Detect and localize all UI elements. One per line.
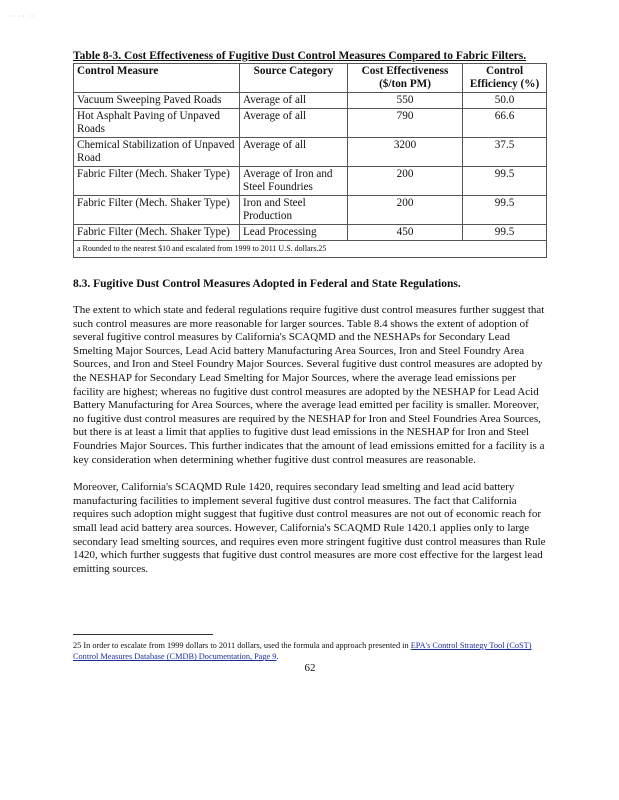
section-heading: 8.3. Fugitive Dust Control Measures Adopted in Federal and State Regulations. [73, 278, 461, 290]
table-row [74, 109, 547, 138]
header-control-efficiency: Control Efficiency (%) [463, 64, 547, 93]
cell-source-category: Average of all [239, 93, 347, 109]
cell-efficiency: 99.5 [463, 196, 547, 225]
cell-control-measure: Vacuum Sweeping Paved Roads [74, 93, 240, 109]
header-source-category: Source Category [239, 64, 347, 93]
table-row [74, 225, 547, 241]
footnote-text: 25 In order to escalate from 1999 dollars to 2011 dollars, used the formula and approach presented in [73, 641, 411, 651]
table-header-row [74, 64, 547, 93]
header-cost-effectiveness: Cost Effectiveness ($/ton PM) [347, 64, 462, 93]
cell-control-measure: Fabric Filter (Mech. Shaker Type) [74, 196, 240, 225]
cell-efficiency: 99.5 [463, 225, 547, 241]
document-page [73, 50, 547, 674]
paragraph-1: The extent to which state and federal regulations require fugitive dust control measures further suggest that such control measures are more reasonable for larger sources. Table 8.4 shows the extent of adoption of several fugitive control measures by California's SCAQMD and the NESHAPs for Secondary Lead Smelting Major Sources, Lead Acid battery Manufacturing Area Sources, Iron and Steel Foundry Area Sources, and Iron and Steel Foundry Major Sources. Several fugitive dust control measures are adopted by the NESHAP for Secondary Lead Smelting for Major Sources, where the average lead emissions per facility are highest; whereas no fugitive dust control measures are adopted by the NESHAP for Lead Acid Battery Manufacturing for Area Sources, where the average lead emitted per facility is smaller. Moreover, no fugitive dust control measures are required by the NESHAP for Iron and Steel Foundries Area Sources, but there is at least a limit that applies to fugitive dust lead emissions in the NESHAP for Iron and Steel Foundries Major Sources. This further indicates that the amount of lead emissions emitted for a facility is a key consideration when determining whether fugitive dust control measures are reasonable. [73, 304, 545, 466]
table-row [74, 138, 547, 167]
table-row [74, 93, 547, 109]
table-row [74, 167, 547, 196]
cell-cost: 200 [347, 196, 462, 225]
paragraph-2: Moreover, California's SCAQMD Rule 1420, requires secondary lead smelting and lead acid battery manufacturing facilities to implement several fugitive dust control measures. The fact that California requires such adoption might suggest that fugitive dust control measures are not out of economic reach for small lead acid battery area sources. However, California's SCAQMD Rule 1420.1 applies only to large secondary lead smelting sources, and requires even more stringent fugitive dust control measures than Rule 1420, which further suggests that fugitive dust control measures are more cost effective for the largest lead emitting sources. [73, 481, 546, 575]
cell-efficiency: 37.5 [463, 138, 547, 167]
cell-control-measure: Fabric Filter (Mech. Shaker Type) [74, 225, 240, 241]
cell-cost: 3200 [347, 138, 462, 167]
table-row [74, 196, 547, 225]
cell-control-measure: Chemical Stabilization of Unpaved Road [74, 138, 240, 167]
table-footnote-row [74, 241, 547, 258]
cell-efficiency: 50.0 [463, 93, 547, 109]
cell-source-category: Lead Processing [239, 225, 347, 241]
cell-control-measure: Fabric Filter (Mech. Shaker Type) [74, 167, 240, 196]
cell-control-measure: Hot Asphalt Paving of Unpaved Roads [74, 109, 240, 138]
footnote [73, 640, 547, 662]
footnote-end: . [276, 652, 279, 662]
cell-efficiency: 99.5 [463, 167, 547, 196]
cell-cost: 790 [347, 109, 462, 138]
cell-source-category: Average of all [239, 138, 347, 167]
page-number: 62 [304, 662, 316, 675]
cell-cost: 450 [347, 225, 462, 241]
cell-source-category: Iron and Steel Production [239, 196, 347, 225]
cell-cost: 550 [347, 93, 462, 109]
header-control-measure: Control Measure [74, 64, 240, 93]
footnote-link[interactable]: EPA's Control Strategy Tool (CoST) Control Measures Database (CMDB) Documentation, Page 9 [73, 641, 532, 662]
cell-cost: 200 [347, 167, 462, 196]
table-footnote: a Rounded to the nearest $10 and escalated from 1999 to 2011 U.S. dollars.25 [74, 241, 547, 258]
footnote-divider [73, 634, 213, 635]
scan-corner-mark: ·· ·· ·· [8, 12, 36, 21]
cost-effectiveness-table [73, 63, 547, 258]
cell-source-category: Average of all [239, 109, 347, 138]
cell-source-category: Average of Iron and Steel Foundries [239, 167, 347, 196]
cell-efficiency: 66.6 [463, 109, 547, 138]
table-caption: Table 8-3. Cost Effectiveness of Fugitive Dust Control Measures Compared to Fabric Filters. [73, 50, 527, 62]
